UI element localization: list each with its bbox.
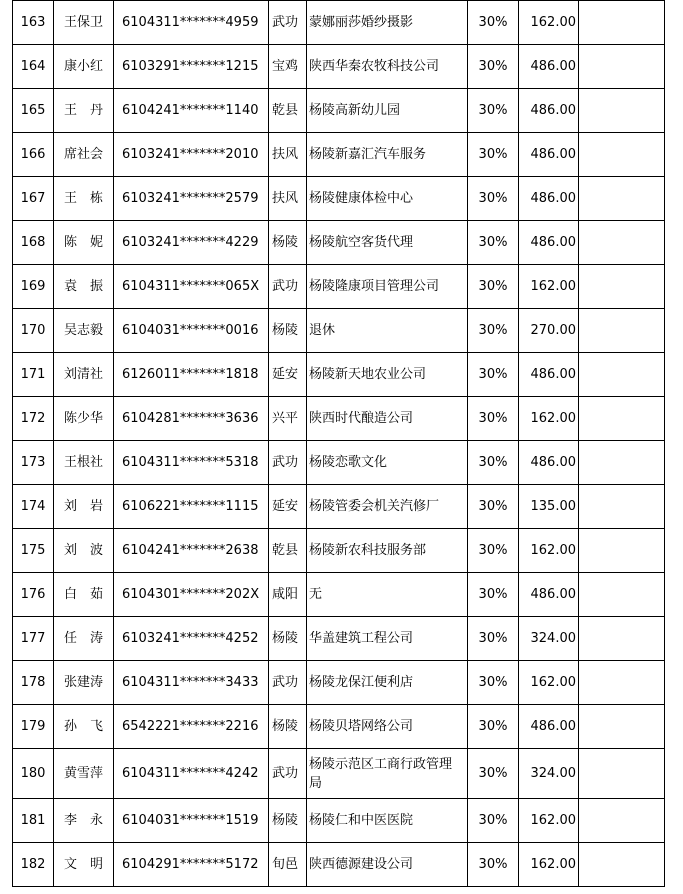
person-name-cell: 陈 妮 bbox=[54, 221, 114, 265]
work-unit-cell: 杨陵恋歌文化 bbox=[307, 441, 468, 485]
id-number-cell: 6103241*******4229 bbox=[114, 221, 269, 265]
id-number-cell: 6104241*******2638 bbox=[114, 529, 269, 573]
percentage-cell: 30% bbox=[468, 441, 519, 485]
native-place-cell: 杨陵 bbox=[269, 221, 307, 265]
row-number-cell: 167 bbox=[13, 177, 54, 221]
person-name-cell: 刘 波 bbox=[54, 529, 114, 573]
amount-cell: 135.00 bbox=[519, 485, 579, 529]
table-row bbox=[13, 397, 665, 441]
amount-cell: 270.00 bbox=[519, 309, 579, 353]
amount-cell: 486.00 bbox=[519, 133, 579, 177]
row-number-cell: 179 bbox=[13, 705, 54, 749]
remarks-cell bbox=[579, 265, 665, 309]
amount-cell: 162.00 bbox=[519, 265, 579, 309]
native-place-cell: 杨陵 bbox=[269, 617, 307, 661]
amount-cell: 162.00 bbox=[519, 397, 579, 441]
row-number-cell: 170 bbox=[13, 309, 54, 353]
table-row bbox=[13, 661, 665, 705]
row-number-cell: 164 bbox=[13, 45, 54, 89]
id-number-cell: 6104311*******3433 bbox=[114, 661, 269, 705]
work-unit-cell: 杨陵管委会机关汽修厂 bbox=[307, 485, 468, 529]
table-row bbox=[13, 265, 665, 309]
id-number-cell: 6126011*******1818 bbox=[114, 353, 269, 397]
person-name-cell: 康小红 bbox=[54, 45, 114, 89]
remarks-cell bbox=[579, 749, 665, 799]
id-number-cell: 6104311*******5318 bbox=[114, 441, 269, 485]
percentage-cell: 30% bbox=[468, 485, 519, 529]
remarks-cell bbox=[579, 397, 665, 441]
work-unit-cell: 杨陵贝塔网络公司 bbox=[307, 705, 468, 749]
row-number-cell: 172 bbox=[13, 397, 54, 441]
person-name-cell: 任 涛 bbox=[54, 617, 114, 661]
table-row bbox=[13, 617, 665, 661]
amount-cell: 486.00 bbox=[519, 573, 579, 617]
person-name-cell: 席社会 bbox=[54, 133, 114, 177]
person-name-cell: 孙 飞 bbox=[54, 705, 114, 749]
table-row bbox=[13, 843, 665, 887]
table-row bbox=[13, 221, 665, 265]
id-number-cell: 6104311*******4242 bbox=[114, 749, 269, 799]
remarks-cell bbox=[579, 799, 665, 843]
person-name-cell: 王 丹 bbox=[54, 89, 114, 133]
percentage-cell: 30% bbox=[468, 661, 519, 705]
amount-cell: 162.00 bbox=[519, 799, 579, 843]
percentage-cell: 30% bbox=[468, 749, 519, 799]
subsidy-table bbox=[12, 0, 665, 887]
work-unit-cell: 蒙娜丽莎婚纱摄影 bbox=[307, 1, 468, 45]
row-number-cell: 165 bbox=[13, 89, 54, 133]
native-place-cell: 延安 bbox=[269, 485, 307, 529]
person-name-cell: 李 永 bbox=[54, 799, 114, 843]
row-number-cell: 178 bbox=[13, 661, 54, 705]
native-place-cell: 兴平 bbox=[269, 397, 307, 441]
row-number-cell: 163 bbox=[13, 1, 54, 45]
work-unit-cell: 杨陵航空客货代理 bbox=[307, 221, 468, 265]
percentage-cell: 30% bbox=[468, 705, 519, 749]
work-unit-cell: 杨陵新嘉汇汽车服务 bbox=[307, 133, 468, 177]
percentage-cell: 30% bbox=[468, 221, 519, 265]
row-number-cell: 169 bbox=[13, 265, 54, 309]
percentage-cell: 30% bbox=[468, 265, 519, 309]
table-row bbox=[13, 1, 665, 45]
row-number-cell: 176 bbox=[13, 573, 54, 617]
person-name-cell: 白 茹 bbox=[54, 573, 114, 617]
person-name-cell: 刘 岩 bbox=[54, 485, 114, 529]
remarks-cell bbox=[579, 133, 665, 177]
amount-cell: 486.00 bbox=[519, 705, 579, 749]
id-number-cell: 6104291*******5172 bbox=[114, 843, 269, 887]
table-row bbox=[13, 485, 665, 529]
table-row bbox=[13, 573, 665, 617]
native-place-cell: 旬邑 bbox=[269, 843, 307, 887]
person-name-cell: 刘清社 bbox=[54, 353, 114, 397]
native-place-cell: 杨陵 bbox=[269, 799, 307, 843]
amount-cell: 162.00 bbox=[519, 843, 579, 887]
table-row bbox=[13, 749, 665, 799]
person-name-cell: 王 栋 bbox=[54, 177, 114, 221]
remarks-cell bbox=[579, 573, 665, 617]
person-name-cell: 王保卫 bbox=[54, 1, 114, 45]
table-row bbox=[13, 441, 665, 485]
table-row bbox=[13, 45, 665, 89]
table-row bbox=[13, 529, 665, 573]
work-unit-cell: 陕西德源建设公司 bbox=[307, 843, 468, 887]
person-name-cell: 文 明 bbox=[54, 843, 114, 887]
percentage-cell: 30% bbox=[468, 799, 519, 843]
amount-cell: 162.00 bbox=[519, 529, 579, 573]
percentage-cell: 30% bbox=[468, 1, 519, 45]
native-place-cell: 咸阳 bbox=[269, 573, 307, 617]
amount-cell: 324.00 bbox=[519, 749, 579, 799]
row-number-cell: 173 bbox=[13, 441, 54, 485]
work-unit-cell: 杨陵隆康项目管理公司 bbox=[307, 265, 468, 309]
work-unit-cell: 陕西时代酿造公司 bbox=[307, 397, 468, 441]
amount-cell: 486.00 bbox=[519, 89, 579, 133]
native-place-cell: 乾县 bbox=[269, 89, 307, 133]
remarks-cell bbox=[579, 89, 665, 133]
person-name-cell: 吴志毅 bbox=[54, 309, 114, 353]
amount-cell: 324.00 bbox=[519, 617, 579, 661]
work-unit-cell: 无 bbox=[307, 573, 468, 617]
remarks-cell bbox=[579, 221, 665, 265]
remarks-cell bbox=[579, 529, 665, 573]
row-number-cell: 182 bbox=[13, 843, 54, 887]
native-place-cell: 武功 bbox=[269, 265, 307, 309]
native-place-cell: 武功 bbox=[269, 441, 307, 485]
percentage-cell: 30% bbox=[468, 309, 519, 353]
work-unit-cell: 杨陵龙保江便利店 bbox=[307, 661, 468, 705]
native-place-cell: 乾县 bbox=[269, 529, 307, 573]
remarks-cell bbox=[579, 309, 665, 353]
table-row bbox=[13, 799, 665, 843]
id-number-cell: 6542221*******2216 bbox=[114, 705, 269, 749]
amount-cell: 486.00 bbox=[519, 45, 579, 89]
id-number-cell: 6104241*******1140 bbox=[114, 89, 269, 133]
row-number-cell: 168 bbox=[13, 221, 54, 265]
native-place-cell: 延安 bbox=[269, 353, 307, 397]
remarks-cell bbox=[579, 1, 665, 45]
row-number-cell: 180 bbox=[13, 749, 54, 799]
percentage-cell: 30% bbox=[468, 45, 519, 89]
person-name-cell: 张建涛 bbox=[54, 661, 114, 705]
id-number-cell: 6104031*******0016 bbox=[114, 309, 269, 353]
table-row bbox=[13, 89, 665, 133]
amount-cell: 486.00 bbox=[519, 441, 579, 485]
remarks-cell bbox=[579, 485, 665, 529]
person-name-cell: 黄雪萍 bbox=[54, 749, 114, 799]
table-body bbox=[13, 1, 665, 887]
work-unit-cell: 杨陵高新幼儿园 bbox=[307, 89, 468, 133]
remarks-cell bbox=[579, 661, 665, 705]
remarks-cell bbox=[579, 353, 665, 397]
remarks-cell bbox=[579, 705, 665, 749]
work-unit-cell: 杨陵仁和中医医院 bbox=[307, 799, 468, 843]
table-row bbox=[13, 133, 665, 177]
percentage-cell: 30% bbox=[468, 177, 519, 221]
work-unit-cell: 陕西华秦农牧科技公司 bbox=[307, 45, 468, 89]
native-place-cell: 宝鸡 bbox=[269, 45, 307, 89]
percentage-cell: 30% bbox=[468, 133, 519, 177]
work-unit-cell: 退休 bbox=[307, 309, 468, 353]
native-place-cell: 杨陵 bbox=[269, 705, 307, 749]
amount-cell: 486.00 bbox=[519, 221, 579, 265]
work-unit-cell: 杨陵新天地农业公司 bbox=[307, 353, 468, 397]
row-number-cell: 177 bbox=[13, 617, 54, 661]
remarks-cell bbox=[579, 441, 665, 485]
person-name-cell: 陈少华 bbox=[54, 397, 114, 441]
work-unit-cell: 杨陵新农科技服务部 bbox=[307, 529, 468, 573]
id-number-cell: 6106221*******1115 bbox=[114, 485, 269, 529]
row-number-cell: 166 bbox=[13, 133, 54, 177]
native-place-cell: 扶风 bbox=[269, 177, 307, 221]
row-number-cell: 171 bbox=[13, 353, 54, 397]
id-number-cell: 6104031*******1519 bbox=[114, 799, 269, 843]
amount-cell: 486.00 bbox=[519, 177, 579, 221]
table-row bbox=[13, 177, 665, 221]
amount-cell: 162.00 bbox=[519, 661, 579, 705]
id-number-cell: 6104311*******065X bbox=[114, 265, 269, 309]
native-place-cell: 武功 bbox=[269, 661, 307, 705]
work-unit-cell: 华盖建筑工程公司 bbox=[307, 617, 468, 661]
amount-cell: 162.00 bbox=[519, 1, 579, 45]
table-row bbox=[13, 309, 665, 353]
remarks-cell bbox=[579, 45, 665, 89]
amount-cell: 486.00 bbox=[519, 353, 579, 397]
id-number-cell: 6104281*******3636 bbox=[114, 397, 269, 441]
id-number-cell: 6104311*******4959 bbox=[114, 1, 269, 45]
table-row bbox=[13, 705, 665, 749]
person-name-cell: 王根社 bbox=[54, 441, 114, 485]
percentage-cell: 30% bbox=[468, 617, 519, 661]
native-place-cell: 武功 bbox=[269, 749, 307, 799]
percentage-cell: 30% bbox=[468, 353, 519, 397]
work-unit-cell: 杨陵健康体检中心 bbox=[307, 177, 468, 221]
person-name-cell: 袁 振 bbox=[54, 265, 114, 309]
work-unit-cell: 杨陵示范区工商行政管理局 bbox=[307, 749, 468, 799]
remarks-cell bbox=[579, 617, 665, 661]
table-row bbox=[13, 353, 665, 397]
percentage-cell: 30% bbox=[468, 397, 519, 441]
percentage-cell: 30% bbox=[468, 89, 519, 133]
id-number-cell: 6103241*******2010 bbox=[114, 133, 269, 177]
remarks-cell bbox=[579, 177, 665, 221]
row-number-cell: 174 bbox=[13, 485, 54, 529]
id-number-cell: 6103241*******4252 bbox=[114, 617, 269, 661]
row-number-cell: 175 bbox=[13, 529, 54, 573]
percentage-cell: 30% bbox=[468, 529, 519, 573]
row-number-cell: 181 bbox=[13, 799, 54, 843]
id-number-cell: 6104301*******202X bbox=[114, 573, 269, 617]
native-place-cell: 杨陵 bbox=[269, 309, 307, 353]
remarks-cell bbox=[579, 843, 665, 887]
id-number-cell: 6103241*******2579 bbox=[114, 177, 269, 221]
percentage-cell: 30% bbox=[468, 843, 519, 887]
native-place-cell: 扶风 bbox=[269, 133, 307, 177]
id-number-cell: 6103291*******1215 bbox=[114, 45, 269, 89]
percentage-cell: 30% bbox=[468, 573, 519, 617]
native-place-cell: 武功 bbox=[269, 1, 307, 45]
